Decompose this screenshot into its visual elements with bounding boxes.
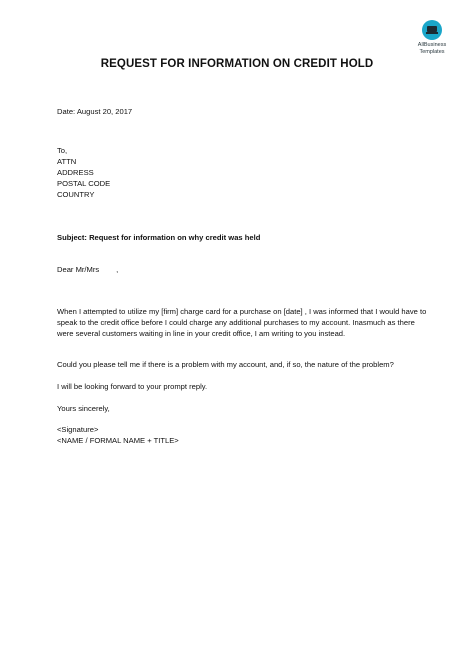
laptop-icon <box>422 20 442 40</box>
address-line-address: ADDRESS <box>57 168 94 177</box>
address-line-country: COUNTRY <box>57 190 95 199</box>
body-paragraph-3: I will be looking forward to your prompt reply. <box>57 382 208 391</box>
body-paragraph-2: Could you please tell me if there is a problem with my account, and, if so, the nature of the problem? <box>57 360 394 369</box>
document-title: REQUEST FOR INFORMATION ON CREDIT HOLD <box>100 58 374 70</box>
recipient-to: To, <box>57 146 68 155</box>
closing: Yours sincerely, <box>57 404 110 413</box>
allbusiness-logo <box>408 20 456 55</box>
letter-date: Date: August 20, 2017 <box>57 107 133 116</box>
signature-placeholder: <Signature> <box>57 425 99 434</box>
letter-subject: Subject: Request for information on why credit was held <box>57 233 261 242</box>
address-line-postal-code: POSTAL CODE <box>57 179 111 188</box>
name-title-placeholder: <NAME / FORMAL NAME + TITLE> <box>57 436 179 445</box>
address-line-attn: ATTN <box>57 157 77 166</box>
logo-line-1: AllBusiness <box>417 42 447 48</box>
salutation: Dear Mr/Mrs , <box>57 265 119 274</box>
logo-line-2: Templates <box>419 48 445 55</box>
logo-text <box>408 42 456 55</box>
body-paragraph-1: When I attempted to utilize my [firm] charge card for a purchase on [date] , I was informed that I would have to speak to the credit office before I could charge any additional purchases to my account. Inasmuch as there were several customers waiting in line in your credit office, I am writing to you instead. <box>57 307 427 338</box>
